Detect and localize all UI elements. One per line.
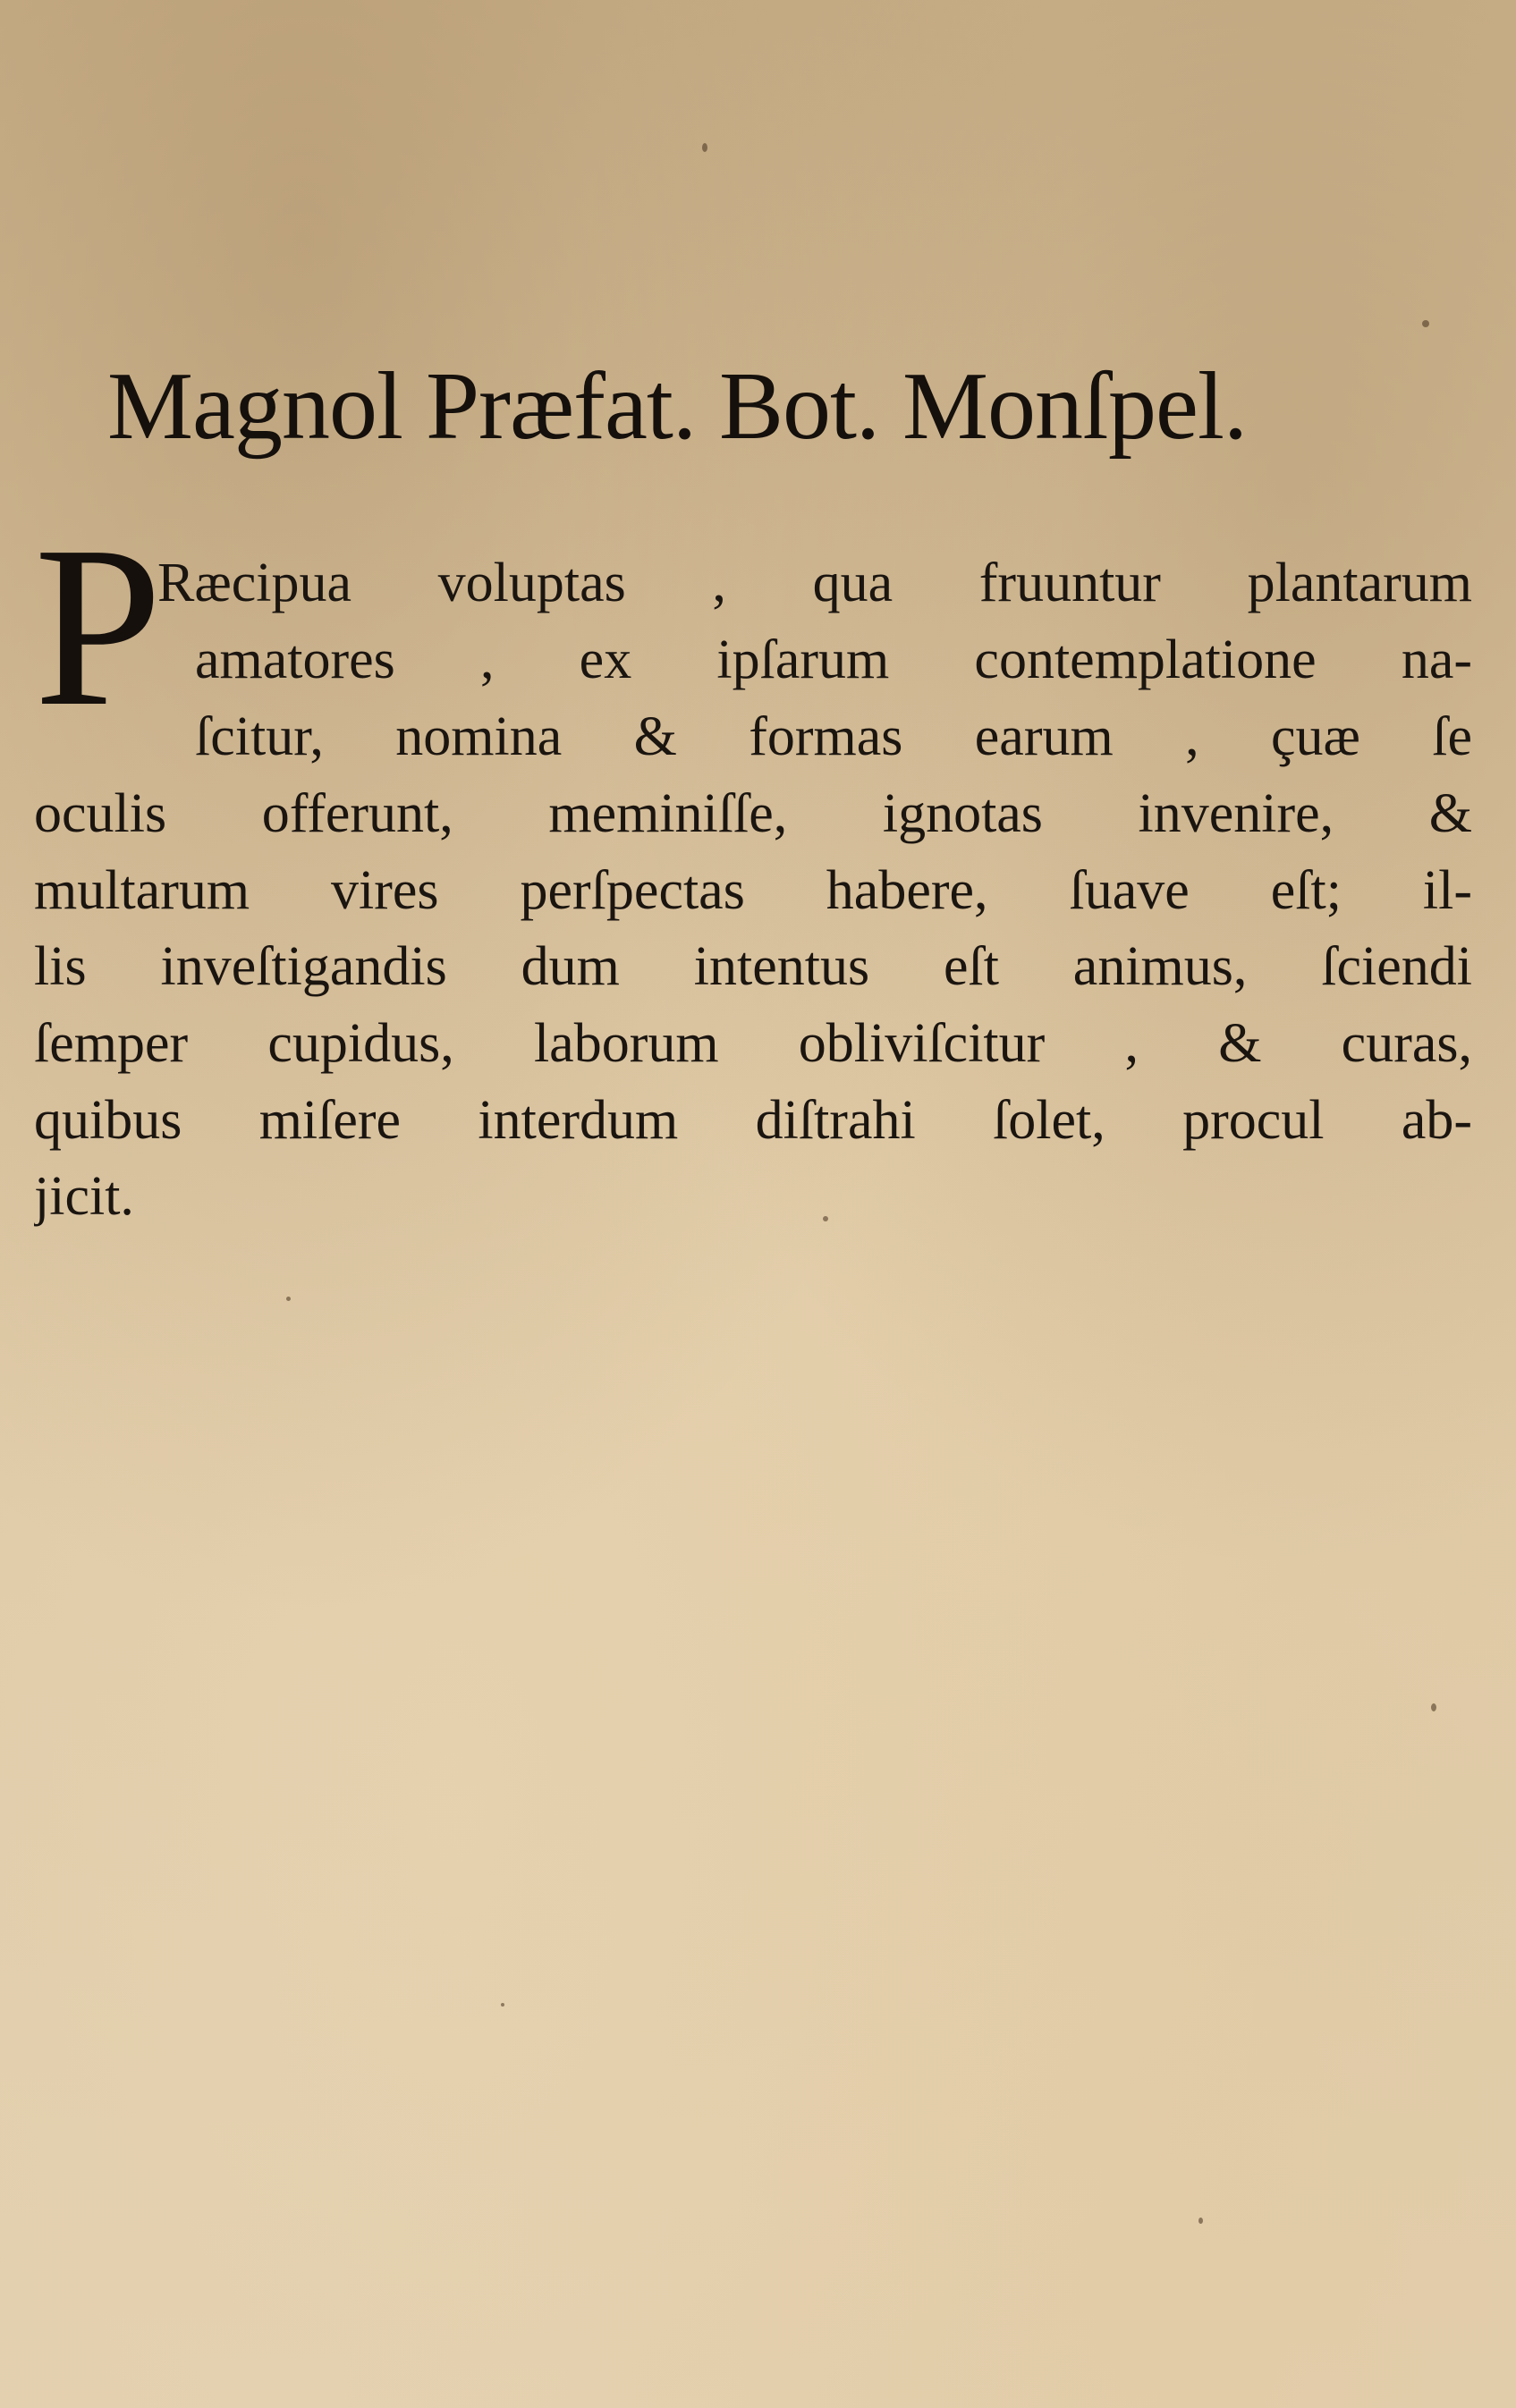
text-line-3: ſcitur, nomina & formas earum , çuæ ſe (195, 706, 1472, 767)
text-line-9: jicit. (34, 1166, 134, 1227)
paper-speck (1422, 320, 1429, 327)
paper-speck (823, 1216, 828, 1221)
paper-speck (286, 1297, 291, 1301)
text-line-1: Ræcipua voluptas , qua fruuntur plantarum (157, 553, 1472, 613)
paper-speck (702, 143, 707, 152)
text-line-8: quibus miſere interdum diſtrahi ſolet, procul ab- (34, 1090, 1472, 1151)
page-title: Magnol Præfat. Bot. Monſpel. (107, 353, 1247, 460)
text-line-4: oculis offerunt, meminiſſe, ignotas invenire, & (34, 783, 1472, 844)
paper-speck (1431, 1703, 1436, 1711)
text-line-2: amatores , ex ipſarum contemplatione na- (195, 629, 1472, 690)
drop-cap-letter: P (34, 498, 163, 754)
paper-speck (501, 2003, 504, 2007)
text-line-5: multarum vires perſpectas habere, ſuave eſt; il- (34, 860, 1472, 921)
paper-speck (1198, 2218, 1203, 2224)
text-line-7: ſemper cupidus, laborum obliviſcitur , & curas, (34, 1013, 1472, 1074)
text-line-6: lis inveſtigandis dum intentus eſt animus, ſciendi (34, 936, 1472, 997)
